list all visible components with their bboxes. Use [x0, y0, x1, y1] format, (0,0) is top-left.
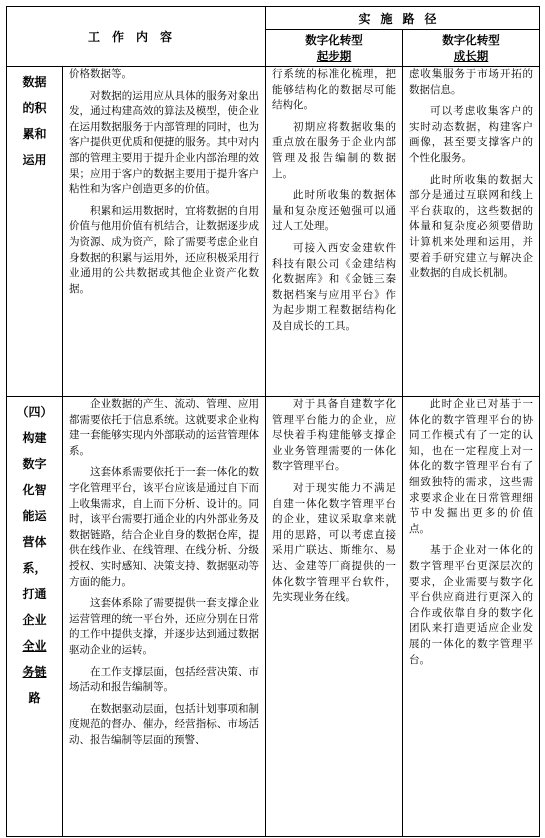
- label-line: 化智: [22, 483, 47, 497]
- paragraph: 行系统的标准化梳理，把能够结构化的数据尽可能结构化。: [272, 68, 397, 112]
- paragraph: 此时企业已对基于一体化的数字管理平台的协同工作模式有了一定的认知，也在一定程度上对一体化的数字管理平台有了细致独特的需求，这些需求要求企业在日常管理细节中发掘出更多的价值点。: [409, 398, 534, 535]
- label-line: 的积: [22, 101, 47, 115]
- paragraph: 对数据的运用应从具体的服务对象出发，通过构建高效的算法及模型，使企业在运用数据服务于内部管理的同时，也为客户提供更优质和便捷的服务。其中对内部的管理主要用于提升企业内部治理的效果；应用于客户的数据主要用于提升客户粘性和为客户创造更多的价值。: [69, 89, 260, 196]
- header-growth-line2: 成长期: [453, 49, 489, 63]
- header-row: [7, 7, 540, 30]
- label-line: 打通: [22, 587, 47, 601]
- header-startup-line1: 数字化转型: [305, 33, 363, 47]
- header-growth-line1: 数字化转型: [442, 33, 500, 47]
- label-line: 运用: [22, 153, 47, 167]
- paragraph: 积累和运用数据时，宜将数据的自用价值与他用价值有机结合，让数据逐步成为资源、成为资产，除了需要考虑企业自身数据的积累与运用外，还应积极采用行业通用的公共数据或其他企业资产化数据。: [69, 204, 260, 295]
- label-line: 企业: [22, 613, 47, 627]
- row-label-digital-operations: [7, 397, 63, 837]
- paragraph: 这套体系除了需要提供一套支撑企业运营管理的统一平台外，还应分别在日常的工作中提供支撑，并逐步达到通过数据驱动企业的运转。: [69, 597, 260, 656]
- paragraph: 价格数据等。: [69, 68, 132, 80]
- paragraph: 企业数据的产生、流动、管理、应用都需要依托于信息系统。这就要求企业构建一套能够实现内外部联动的运营管理体系。: [69, 398, 260, 457]
- row-label-data-accumulation: [7, 67, 63, 397]
- label-line: 能运: [22, 509, 47, 523]
- paragraph: 这套体系需要依托于一套一体化的数字化管理平台，该平台应该是通过自下而上收集需求，自上而下分析、设计的。同时，该平台需要打通企业的内外部业务及数据链路，结合企业自身的数据仓库，提供在线作业、在线管理、在线分析、分级授权、实时感知、决策支持、数据驱动等方面的能力。: [69, 466, 260, 588]
- paragraph: 基于企业对一体化的数字管理平台更深层次的要求，企业需要与数字化平台供应商进行更深入的合作或依靠自身的数字化团队来打造更适应企业发展的一体化的数字管理平台。: [409, 544, 534, 666]
- label-line: 路: [28, 691, 41, 705]
- header-implementation-path: 实施路径: [266, 7, 540, 30]
- table-row: [7, 397, 540, 837]
- header-work-content: 工作内容: [7, 7, 266, 67]
- startup-phase-cell: [266, 397, 403, 837]
- work-content-cell: [63, 67, 266, 397]
- paragraph: 此时所收集的数据大部分是通过互联网和线上平台获取的，这些数据的体量和复杂度必须要借助计算机来处理和运用，并要着手研究建立与解决企业数据的自成长机制。: [409, 173, 534, 280]
- paragraph: 初期应将数据收集的重点放在服务于企业内部管理及报告编制的数据上。: [272, 120, 397, 180]
- table-row: [7, 67, 540, 397]
- label-line: 营体: [22, 535, 47, 549]
- label-line: （四）: [16, 405, 53, 419]
- label-line: 累和: [22, 127, 47, 141]
- paragraph: 在工作支撑层面，包括经营决策、市场活动和报告编制等。: [69, 665, 260, 694]
- header-startup-line2: 起步期: [316, 49, 352, 63]
- growth-phase-cell: [403, 397, 540, 837]
- paragraph: 在数据驱动层面，包括计划事项和制度规范的督办、催办，经营指标、市场活动、报告编制等层面的预警、: [69, 702, 260, 746]
- label-line: 数据: [22, 75, 47, 89]
- paragraph: 此时所收集的数据体量和复杂度还勉强可以通过人工处理。: [272, 189, 397, 233]
- label-line: 数字: [22, 457, 47, 471]
- work-content-cell: [63, 397, 266, 837]
- document-page: [6, 6, 539, 838]
- work-plan-table: [6, 6, 540, 837]
- paragraph: 对于具备自建数字化管理平台能力的企业，应尽快着手构建能够支撑企业业务管理需要的一体化数字管理平台。: [272, 398, 397, 473]
- paragraph: 虑收集服务于市场开拓的数据信息。: [409, 68, 534, 96]
- label-line: 系，: [22, 561, 47, 575]
- label-line: 务链: [22, 665, 47, 679]
- paragraph: 可接入西安金建软件科技有限公司《金建结构化数据库》和《金链三秦数据档案与应用平台》作为起步期工程数据结构化及自成长的工具。: [272, 241, 397, 332]
- paragraph: 对于现实能力不满足自建一体化数字管理平台的企业，建议采取拿来就用的思路，可以考虑直接采用广联达、斯维尔、易达、金建等厂商提供的一体化数字管理平台软件，先实现业务在线。: [272, 481, 397, 604]
- header-growth-phase: [403, 30, 540, 67]
- label-line: 全业: [22, 639, 47, 653]
- label-line: 构建: [22, 431, 47, 445]
- paragraph: 可以考虑收集客户的实时动态数据，构建客户画像，甚至要支撑客户的个性化服务。: [409, 105, 534, 164]
- header-startup-phase: [266, 30, 403, 67]
- startup-phase-cell: [266, 67, 403, 397]
- growth-phase-cell: [403, 67, 540, 397]
